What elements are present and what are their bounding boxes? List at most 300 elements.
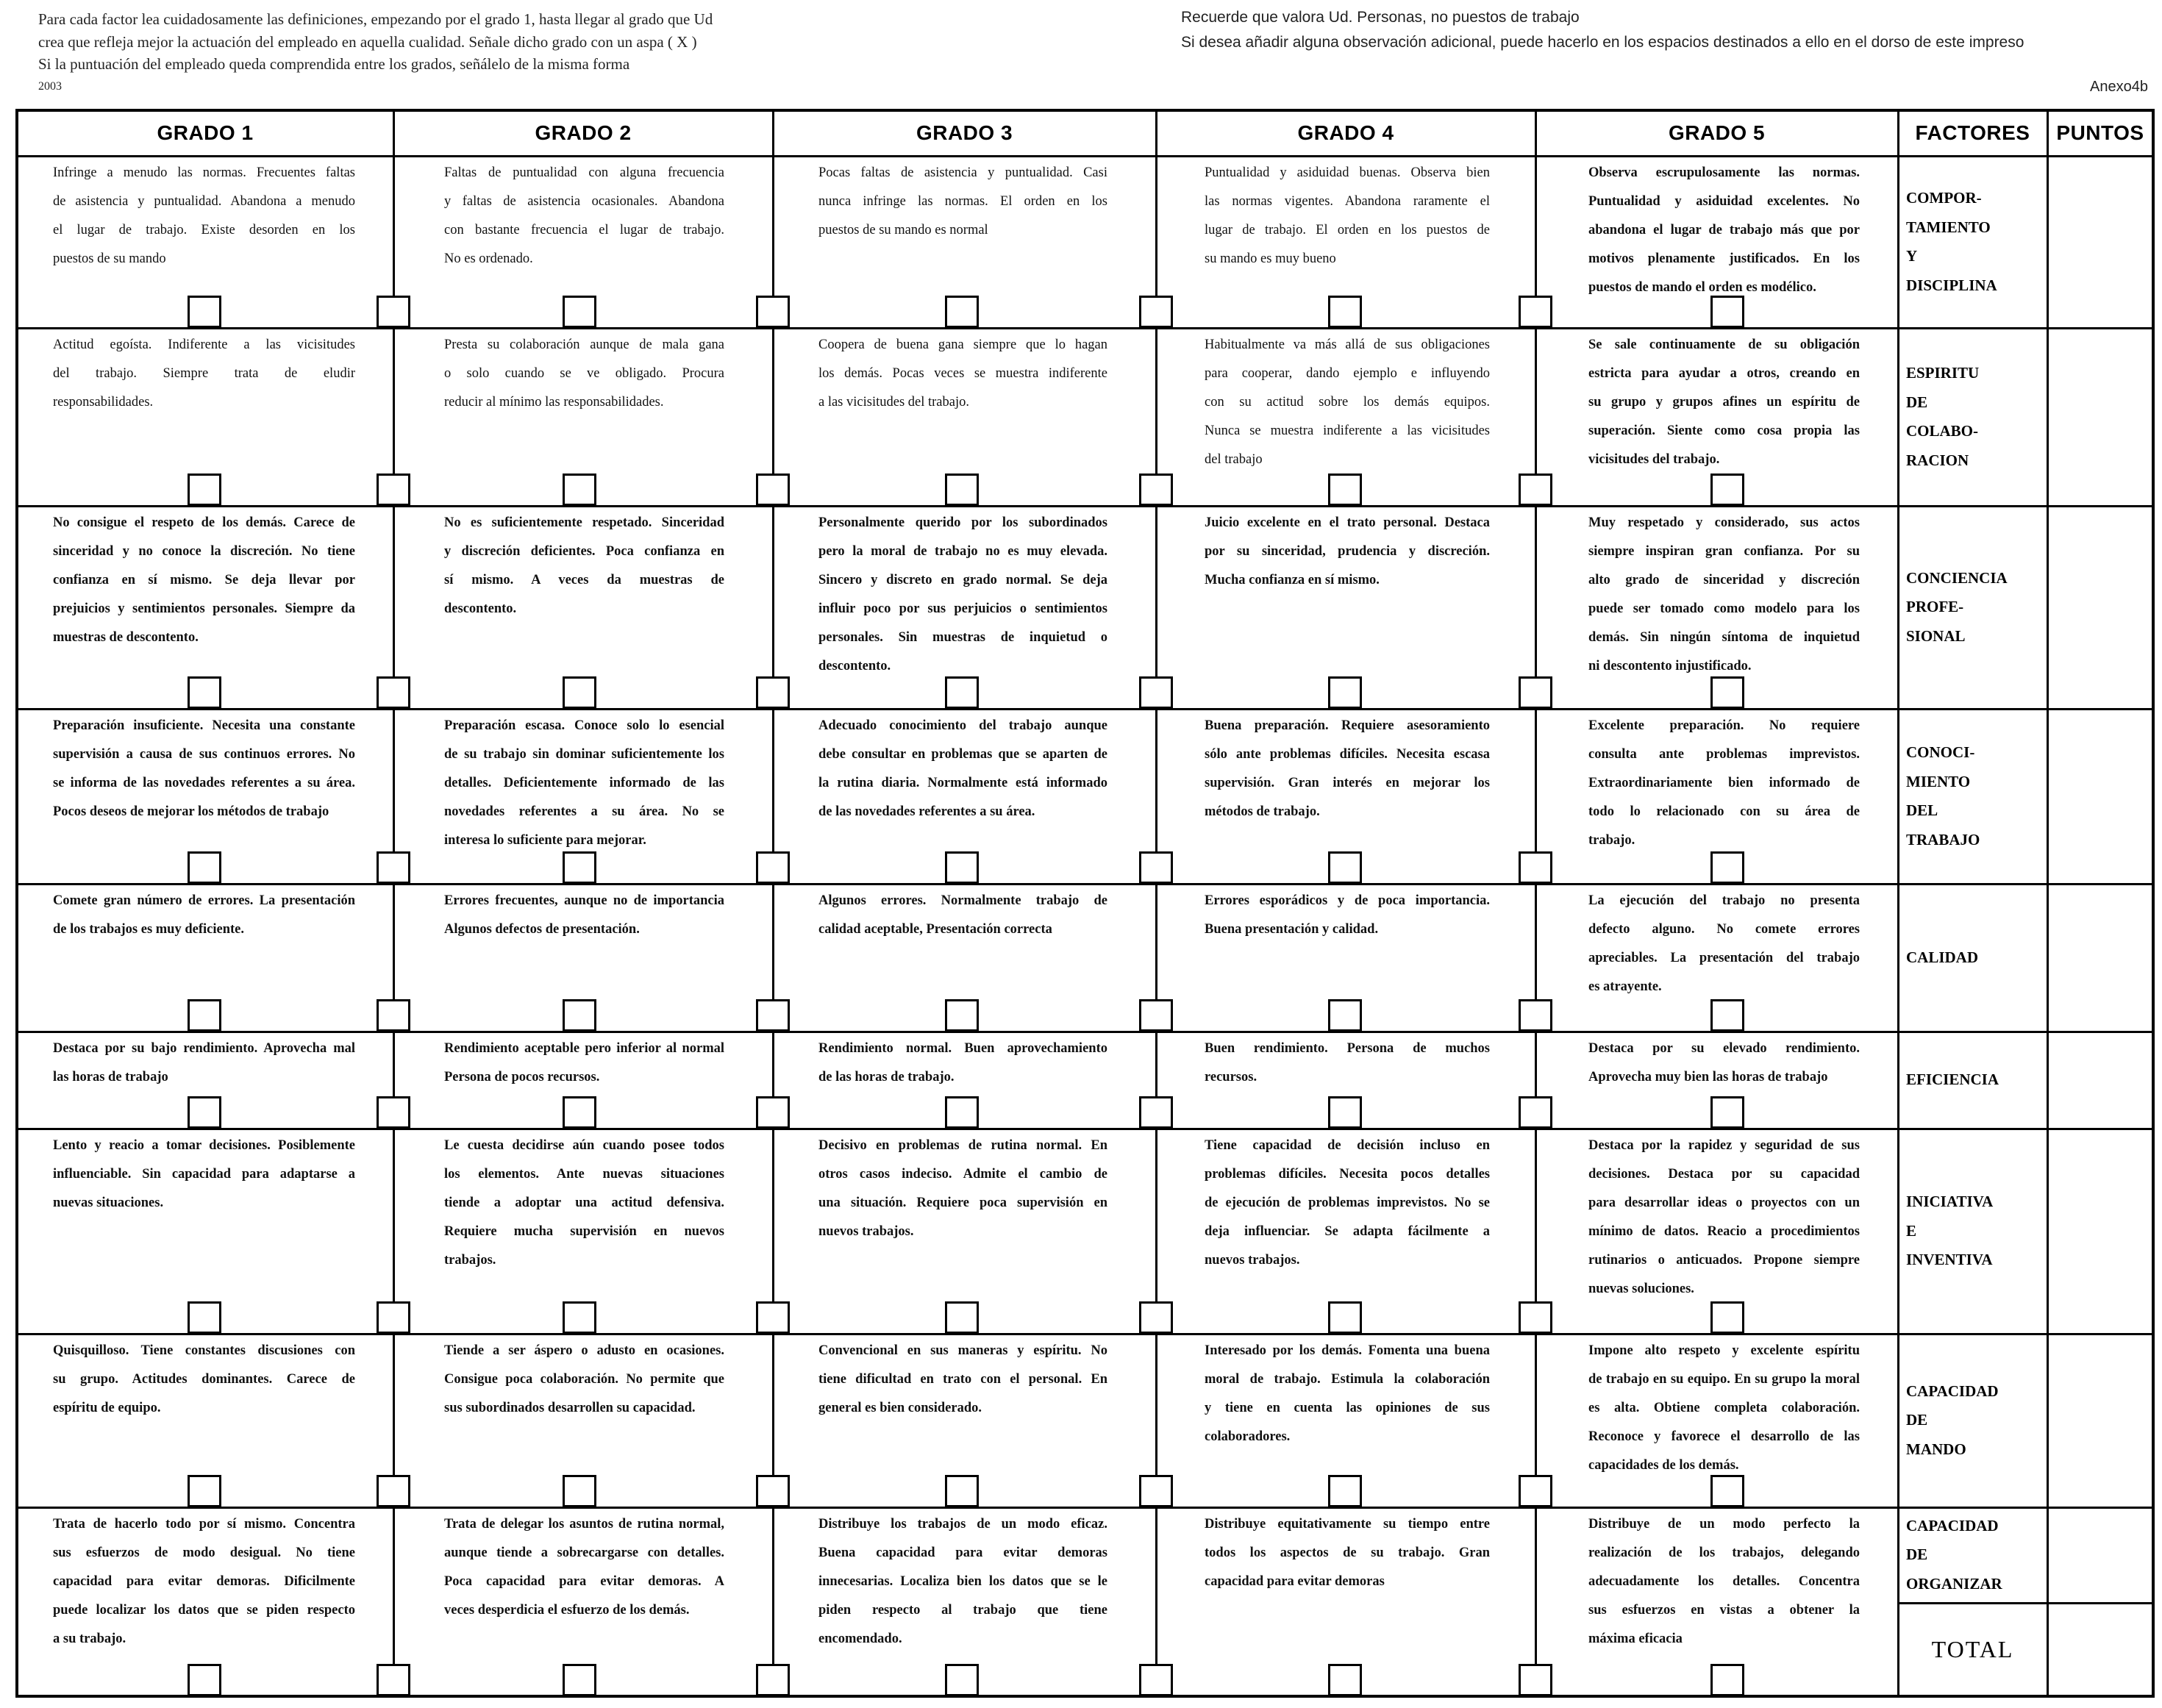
description-line: Actitud egoísta. Indiferente a las vicisitudes: [53, 337, 355, 352]
description-line: sí mismo. A veces da muestras de: [444, 573, 724, 587]
grade-4-5-checkbox[interactable]: [1519, 474, 1552, 506]
grade-4-checkbox[interactable]: [1328, 999, 1362, 1032]
description-line: tiende a adoptar una actitud defensiva.: [444, 1196, 724, 1210]
grade-2-3-checkbox[interactable]: [756, 1475, 790, 1507]
grade-2-description: [444, 331, 724, 417]
grade-5-description: [1588, 159, 1860, 302]
grade-4-checkbox[interactable]: [1328, 851, 1362, 884]
description-line: es alta. Obtiene completa colaboración.: [1588, 1401, 1860, 1415]
grade-4-checkbox[interactable]: [1328, 1475, 1362, 1507]
description-line: nuevas situaciones.: [53, 1196, 164, 1210]
grade-5-description: [1588, 509, 1860, 681]
description-line: No es suficientemente respetado. Sinceridad: [444, 515, 724, 530]
factor-label-line: COLABO-: [1906, 422, 1979, 440]
grade-1-checkbox[interactable]: [188, 851, 221, 884]
grade-2-3-checkbox[interactable]: [756, 1096, 790, 1129]
description-line: Tiene capacidad de decisión incluso en: [1205, 1138, 1490, 1153]
grade-2-checkbox[interactable]: [563, 676, 596, 709]
note-line: Si desea añadir alguna observación adicional, puede hacerlo en los espacios destinados a ello en el dorso de este impreso: [1181, 34, 2024, 51]
description-line: capacidades de los demás.: [1588, 1458, 1739, 1473]
grade-3-checkbox[interactable]: [945, 1096, 979, 1129]
description-line: trabajo.: [1588, 833, 1635, 848]
grade-3-4-checkbox[interactable]: [1139, 676, 1173, 709]
factor-label-line: CAPACIDAD: [1906, 1516, 1999, 1534]
description-line: Poca capacidad para evitar demoras. A: [444, 1574, 724, 1589]
factor-label-line: CAPACIDAD: [1906, 1382, 1999, 1400]
description-line: de trabajo en su equipo. En su grupo la moral: [1588, 1372, 1860, 1387]
grade-3-4-checkbox[interactable]: [1139, 1475, 1173, 1507]
grade-3-checkbox[interactable]: [945, 1475, 979, 1507]
grade-4-5-checkbox[interactable]: [1519, 851, 1552, 884]
factor-label-line: COMPOR-: [1906, 189, 1982, 207]
description-line: confianza en sí mismo. Se deja llevar por: [53, 573, 355, 587]
description-line: influenciable. Sin capacidad para adaptarse a: [53, 1167, 355, 1182]
description-line: para desarrollar ideas o proyectos con un: [1588, 1196, 1860, 1210]
grade-3-4-checkbox[interactable]: [1139, 1301, 1173, 1334]
description-line: y tiene en cuenta las opiniones de sus: [1205, 1401, 1490, 1415]
description-line: métodos de trabajo.: [1205, 804, 1320, 819]
points-cell[interactable]: [2047, 1129, 2153, 1334]
description-line: puestos de mando el orden es modélico.: [1588, 280, 1816, 295]
description-line: y faltas de asistencia ocasionales. Abandona: [444, 194, 724, 209]
factor-label: [1898, 1334, 2047, 1507]
grade-2-description: [444, 1337, 724, 1423]
grade-2-checkbox[interactable]: [563, 474, 596, 506]
factor-label-line: CONCIENCIA: [1906, 568, 2008, 587]
description-line: Muy respetado y considerado, sus actos: [1588, 515, 1860, 530]
row-divider: [17, 1031, 2153, 1033]
description-line: puestos de su mando es normal: [818, 223, 988, 237]
grade-5-description: [1588, 1337, 1860, 1480]
grade-4-checkbox[interactable]: [1328, 296, 1362, 328]
grade-3-4-checkbox[interactable]: [1139, 296, 1173, 328]
description-line: de las novedades referentes a su área.: [818, 804, 1035, 819]
description-line: Sincero y discreto en grado normal. Se deja: [818, 573, 1107, 587]
description-line: los elementos. Ante nuevas situaciones: [444, 1167, 724, 1182]
grade-2-3-checkbox[interactable]: [756, 296, 790, 328]
grade-2-3-checkbox[interactable]: [756, 851, 790, 884]
instruction-line: Para cada factor lea cuidadosamente las definiciones, empezando por el grado 1, hasta llegar al grado que Ud: [38, 10, 713, 28]
description-line: Lento y reacio a tomar decisiones. Posiblemente: [53, 1138, 355, 1153]
grade-2-checkbox[interactable]: [563, 851, 596, 884]
description-line: Trata de hacerlo todo por sí mismo. Concentra: [53, 1517, 355, 1532]
grade-1-2-checkbox[interactable]: [377, 1475, 410, 1507]
grade-3-4-checkbox[interactable]: [1139, 999, 1173, 1032]
grade-4-description: [1205, 509, 1490, 595]
grade-5-checkbox[interactable]: [1710, 1664, 1744, 1696]
description-line: Destaca por su bajo rendimiento. Aprovecha mal: [53, 1041, 355, 1056]
description-line: se informa de las novedades referentes a su área.: [53, 776, 355, 790]
grade-4-description: [1205, 1510, 1490, 1596]
description-line: personales. Sin muestras de inquietud o: [818, 630, 1107, 645]
factor-label: [1898, 1129, 2047, 1334]
factor-label-line: CALIDAD: [1906, 948, 1979, 966]
factor-label-line: SIONAL: [1906, 626, 1966, 645]
description-line: Errores esporádicos y de poca importancia.: [1205, 893, 1490, 908]
grade-1-2-checkbox[interactable]: [377, 1664, 410, 1696]
description-line: Quisquilloso. Tiene constantes discusiones con: [53, 1343, 355, 1358]
description-line: capacidad para evitar demoras. Dificilmente: [53, 1574, 355, 1589]
description-line: Extraordinariamente bien informado de: [1588, 776, 1860, 790]
grade-2-checkbox[interactable]: [563, 1664, 596, 1696]
grade-3-description: [818, 1035, 1107, 1092]
grade-3-description: [818, 159, 1107, 245]
description-line: superación. Siente como cosa propia las: [1588, 424, 1860, 438]
grade-3-4-checkbox[interactable]: [1139, 851, 1173, 884]
grade-4-5-checkbox[interactable]: [1519, 1096, 1552, 1129]
description-line: Destaca por su elevado rendimiento.: [1588, 1041, 1860, 1056]
factor-label-line: DE: [1906, 1411, 1928, 1429]
grade-2-description: [444, 1510, 724, 1625]
description-line: a su trabajo.: [53, 1632, 126, 1646]
description-line: con bastante frecuencia el lugar de trabajo.: [444, 223, 724, 237]
description-line: colaboradores.: [1205, 1429, 1291, 1444]
grade-3-description: [818, 1510, 1107, 1654]
grade-5-checkbox[interactable]: [1710, 296, 1744, 328]
description-line: Buena preparación. Requiere asesoramiento: [1205, 718, 1490, 733]
column-divider: [1155, 110, 1157, 1696]
year-label: 2003: [38, 79, 62, 93]
grade-4-checkbox[interactable]: [1328, 676, 1362, 709]
grade-5-checkbox[interactable]: [1710, 1096, 1744, 1129]
grade-1-2-checkbox[interactable]: [377, 474, 410, 506]
header-puntos: PUNTOS: [2056, 121, 2144, 144]
description-line: Puntualidad y asiduidad excelentes. No: [1588, 194, 1860, 209]
description-line: Preparación escasa. Conoce solo lo esencial: [444, 718, 724, 733]
grade-2-description: [444, 1132, 724, 1275]
factor-label: [1898, 156, 2047, 328]
grade-1-checkbox[interactable]: [188, 474, 221, 506]
grade-3-checkbox[interactable]: [945, 1664, 979, 1696]
grade-4-description: [1205, 159, 1490, 274]
grade-5-checkbox[interactable]: [1710, 999, 1744, 1032]
description-line: Algunos defectos de presentación.: [444, 922, 640, 937]
grade-1-checkbox[interactable]: [188, 676, 221, 709]
grade-3-4-checkbox[interactable]: [1139, 1664, 1173, 1696]
description-line: Aprovecha muy bien las horas de trabajo: [1588, 1070, 1828, 1085]
description-line: pero la moral de trabajo no es muy elevada.: [818, 544, 1107, 559]
grade-2-description: [444, 887, 724, 944]
grade-3-checkbox[interactable]: [945, 1301, 979, 1334]
points-cell[interactable]: [2047, 506, 2153, 709]
row-divider: [17, 708, 2153, 710]
grade-4-description: [1205, 1337, 1490, 1451]
description-line: Rendimiento normal. Buen aprovechamiento: [818, 1041, 1107, 1056]
grade-1-2-checkbox[interactable]: [377, 1096, 410, 1129]
description-line: es atrayente.: [1588, 979, 1662, 994]
description-line: Distribuye equitativamente su tiempo entre: [1205, 1517, 1490, 1532]
factor-label-line: E: [1906, 1221, 1917, 1240]
factor-label-line: DEL: [1906, 801, 1938, 819]
description-line: los demás. Pocas veces se muestra indiferente: [818, 366, 1107, 381]
factor-label-line: TAMIENTO: [1906, 218, 1991, 236]
grade-3-description: [818, 887, 1107, 944]
grade-5-checkbox[interactable]: [1710, 851, 1744, 884]
description-line: de ejecución de problemas imprevistos. No se: [1205, 1196, 1490, 1210]
row-divider: [17, 1128, 2153, 1130]
grade-4-description: [1205, 1035, 1490, 1092]
description-line: interesa lo suficiente para mejorar.: [444, 833, 646, 848]
grade-1-checkbox[interactable]: [188, 296, 221, 328]
factor-label-line: ESPIRITU: [1906, 364, 1980, 382]
header-grado-5: GRADO 5: [1668, 121, 1766, 144]
description-line: Observa escrupulosamente las normas.: [1588, 165, 1860, 180]
description-line: supervisión a causa de sus continuos errores. No: [53, 747, 355, 762]
grade-2-3-checkbox[interactable]: [756, 1664, 790, 1696]
description-line: reducir al mínimo las responsabilidades.: [444, 395, 664, 410]
annex-label: Anexo4b: [2090, 79, 2148, 95]
description-line: vicisitudes del trabajo.: [1588, 452, 1720, 467]
row-divider: [17, 1507, 2153, 1509]
grade-1-checkbox[interactable]: [188, 1301, 221, 1334]
description-line: ni descontento injustificado.: [1588, 659, 1752, 673]
description-line: Tiende a ser áspero o adusto en ocasiones.: [444, 1343, 724, 1358]
description-line: mínimo de datos. Reacio a procedimientos: [1588, 1224, 1860, 1239]
description-line: Decisivo en problemas de rutina normal. En: [818, 1138, 1107, 1153]
description-line: del trabajo. Siempre trata de eludir: [53, 366, 355, 381]
grade-1-description: [53, 331, 355, 417]
grade-4-checkbox[interactable]: [1328, 1664, 1362, 1696]
description-line: novedades referentes a su área. No se: [444, 804, 724, 819]
description-line: piden respecto al trabajo que tiene: [818, 1603, 1107, 1618]
description-line: Buen rendimiento. Persona de muchos: [1205, 1041, 1490, 1056]
description-line: y discreción deficientes. Poca confianza en: [444, 544, 724, 559]
description-line: Faltas de puntualidad con alguna frecuencia: [444, 165, 724, 180]
description-line: Infringe a menudo las normas. Frecuentes faltas: [53, 165, 355, 180]
description-line: Juicio excelente en el trato personal. Destaca: [1205, 515, 1490, 530]
grade-2-description: [444, 159, 724, 274]
description-line: rutinarios o anticuados. Propone siempre: [1588, 1253, 1860, 1268]
description-line: responsabilidades.: [53, 395, 154, 410]
factor-label-line: INVENTIVA: [1906, 1251, 1993, 1269]
grade-1-checkbox[interactable]: [188, 1475, 221, 1507]
grade-1-2-checkbox[interactable]: [377, 1301, 410, 1334]
factor-label-line: Y: [1906, 247, 1918, 265]
grade-4-description: [1205, 331, 1490, 474]
description-line: Presta su colaboración aunque de mala gana: [444, 337, 724, 352]
description-line: de su trabajo sin dominar suficientemente los: [444, 747, 724, 762]
description-line: Puntualidad y asiduidad buenas. Observa bien: [1205, 165, 1490, 180]
description-line: nuevas soluciones.: [1588, 1282, 1694, 1296]
description-line: por su sinceridad, prudencia y discreción.: [1205, 544, 1490, 559]
grade-5-checkbox[interactable]: [1710, 474, 1744, 506]
grade-1-2-checkbox[interactable]: [377, 296, 410, 328]
grade-3-checkbox[interactable]: [945, 676, 979, 709]
grade-1-description: [53, 1132, 355, 1218]
description-line: Nunca se muestra indiferente a las vicisitudes: [1205, 424, 1490, 438]
grade-4-5-checkbox[interactable]: [1519, 999, 1552, 1032]
grade-4-checkbox[interactable]: [1328, 1301, 1362, 1334]
description-line: Excelente preparación. No requiere: [1588, 718, 1860, 733]
description-line: Persona de pocos recursos.: [444, 1070, 600, 1085]
description-line: de asistencia y puntualidad. Abandona a menudo: [53, 194, 355, 209]
grade-2-checkbox[interactable]: [563, 999, 596, 1032]
grade-4-checkbox[interactable]: [1328, 474, 1362, 506]
column-divider: [393, 110, 395, 1696]
header-grado-4: GRADO 4: [1297, 121, 1394, 144]
grade-3-checkbox[interactable]: [945, 999, 979, 1032]
grade-5-checkbox[interactable]: [1710, 1301, 1744, 1334]
grade-4-description: [1205, 1132, 1490, 1275]
description-line: Trata de delegar los asuntos de rutina normal,: [444, 1517, 724, 1532]
description-line: Buena capacidad para evitar demoras: [818, 1546, 1107, 1560]
description-line: trabajos.: [444, 1253, 496, 1268]
row-divider: [17, 505, 2153, 507]
factor-label-line: DE: [1906, 393, 1928, 411]
description-line: Pocas faltas de asistencia y puntualidad. Casi: [818, 165, 1107, 180]
grade-4-5-checkbox[interactable]: [1519, 1664, 1552, 1696]
factor-label-line: ORGANIZAR: [1906, 1574, 2002, 1593]
grade-4-checkbox[interactable]: [1328, 1096, 1362, 1129]
description-line: con su actitud sobre los demás equipos.: [1205, 395, 1490, 410]
column-divider: [1535, 110, 1537, 1696]
grade-4-description: [1205, 887, 1490, 944]
description-line: encomendado.: [818, 1632, 902, 1646]
instruction-line: Si la puntuación del empleado queda comprendida entre los grados, señálelo de la misma forma: [38, 55, 630, 73]
grade-1-checkbox[interactable]: [188, 1664, 221, 1696]
grade-2-3-checkbox[interactable]: [756, 1301, 790, 1334]
grade-2-description: [444, 509, 724, 623]
description-line: puede localizar los datos que se piden respecto: [53, 1603, 355, 1618]
grade-1-description: [53, 159, 355, 274]
total-points-cell[interactable]: [2047, 1603, 2153, 1696]
description-line: Adecuado conocimiento del trabajo aunque: [818, 718, 1107, 733]
description-line: o solo cuando se ve obligado. Procura: [444, 366, 724, 381]
note-line: Recuerde que valora Ud. Personas, no puestos de trabajo: [1181, 9, 1580, 26]
grade-3-checkbox[interactable]: [945, 851, 979, 884]
description-line: Buena presentación y calidad.: [1205, 922, 1379, 937]
description-line: lugar de trabajo. El orden en los puestos de: [1205, 223, 1490, 237]
grade-1-checkbox[interactable]: [188, 999, 221, 1032]
grade-5-checkbox[interactable]: [1710, 1475, 1744, 1507]
description-line: estricta para ayudar a otros, creando en: [1588, 366, 1860, 381]
description-line: las normas vigentes. Abandona raramente el: [1205, 194, 1490, 209]
column-divider: [772, 110, 774, 1696]
description-line: capacidad para evitar demoras: [1205, 1574, 1385, 1589]
description-line: Distribuye los trabajos de un modo eficaz.: [818, 1517, 1107, 1532]
grade-1-description: [53, 1510, 355, 1654]
grade-1-checkbox[interactable]: [188, 1096, 221, 1129]
grade-2-3-checkbox[interactable]: [756, 676, 790, 709]
header-grado-1: GRADO 1: [157, 121, 254, 144]
description-line: Coopera de buena gana siempre que lo hagan: [818, 337, 1107, 352]
factor-label-line: DE: [1906, 1546, 1928, 1564]
description-line: la rutina diaria. Normalmente está informado: [818, 776, 1107, 790]
grade-2-description: [444, 1035, 724, 1092]
grade-5-description: [1588, 712, 1860, 855]
grade-2-checkbox[interactable]: [563, 1475, 596, 1507]
grade-4-description: [1205, 712, 1490, 826]
factor-label-line: MIENTO: [1906, 772, 1971, 790]
points-cell[interactable]: [2047, 328, 2153, 506]
description-line: puestos de su mando: [53, 251, 166, 266]
description-line: No es ordenado.: [444, 251, 533, 266]
description-line: una situación. Requiere poca supervisión en: [818, 1196, 1107, 1210]
description-line: adecuadamente los detalles. Concentra: [1588, 1574, 1860, 1589]
grade-3-4-checkbox[interactable]: [1139, 1096, 1173, 1129]
description-line: Impone alto respeto y excelente espíritu: [1588, 1343, 1860, 1358]
factor-label: [1898, 1507, 2047, 1603]
description-line: decisiones. Destaca por su capacidad: [1588, 1167, 1860, 1182]
description-line: las horas de trabajo: [53, 1070, 168, 1085]
description-line: Mucha confianza en sí mismo.: [1205, 573, 1380, 587]
points-cell[interactable]: [2047, 709, 2153, 884]
description-line: Habitualmente va más allá de sus obligaciones: [1205, 337, 1490, 352]
points-cell[interactable]: [2047, 156, 2153, 328]
description-line: su grupo y grupos afines un espíritu de: [1588, 395, 1860, 410]
description-line: calidad aceptable, Presentación correcta: [818, 922, 1052, 937]
points-cell[interactable]: [2047, 1507, 2153, 1603]
description-line: siempre inspiran gran confianza. Por su: [1588, 544, 1860, 559]
grade-3-checkbox[interactable]: [945, 474, 979, 506]
description-line: general es bien considerado.: [818, 1401, 982, 1415]
grade-2-3-checkbox[interactable]: [756, 474, 790, 506]
grade-3-description: [818, 509, 1107, 681]
description-line: el lugar de trabajo. Existe desorden en los: [53, 223, 355, 237]
grade-1-2-checkbox[interactable]: [377, 851, 410, 884]
grade-1-2-checkbox[interactable]: [377, 999, 410, 1032]
grade-3-4-checkbox[interactable]: [1139, 474, 1173, 506]
factor-label-line: PROFE-: [1906, 598, 1964, 616]
description-line: todo lo relacionado con su área de: [1588, 804, 1860, 819]
description-line: detalles. Deficientemente informado de las: [444, 776, 724, 790]
factor-label: [1898, 884, 2047, 1032]
grade-3-checkbox[interactable]: [945, 296, 979, 328]
grade-4-5-checkbox[interactable]: [1519, 1301, 1552, 1334]
points-cell[interactable]: [2047, 1334, 2153, 1507]
grade-2-3-checkbox[interactable]: [756, 999, 790, 1032]
grade-4-5-checkbox[interactable]: [1519, 676, 1552, 709]
description-line: innecesarias. Localiza bien los datos que se le: [818, 1574, 1107, 1589]
grade-2-checkbox[interactable]: [563, 1301, 596, 1334]
description-line: Rendimiento aceptable pero inferior al normal: [444, 1041, 724, 1056]
grade-4-5-checkbox[interactable]: [1519, 296, 1552, 328]
description-line: prejuicios y sentimientos personales. Siempre da: [53, 601, 355, 616]
factor-label-line: RACION: [1906, 451, 1969, 469]
description-line: Consigue poca colaboración. No permite que: [444, 1372, 724, 1387]
description-line: supervisión. Gran interés en mejorar los: [1205, 776, 1490, 790]
points-cell[interactable]: [2047, 1032, 2153, 1129]
factor-label-line: EFICIENCIA: [1906, 1071, 1999, 1089]
grade-5-checkbox[interactable]: [1710, 676, 1744, 709]
grade-2-description: [444, 712, 724, 855]
description-line: motivos plenamente justificados. En los: [1588, 251, 1860, 266]
description-line: abandona el lugar de trabajo más que por: [1588, 223, 1860, 237]
grade-4-5-checkbox[interactable]: [1519, 1475, 1552, 1507]
points-cell[interactable]: [2047, 884, 2153, 1032]
grade-5-description: [1588, 887, 1860, 1001]
description-line: nuevos trabajos.: [818, 1224, 914, 1239]
description-line: defecto alguno. No comete errores: [1588, 922, 1860, 937]
description-line: otros casos indeciso. Admite el cambio de: [818, 1167, 1107, 1182]
header-grado-3: GRADO 3: [916, 121, 1013, 144]
grade-5-description: [1588, 1510, 1860, 1654]
grade-2-checkbox[interactable]: [563, 296, 596, 328]
description-line: muestras de descontento.: [53, 630, 199, 645]
description-line: Interesado por los demás. Fomenta una buena: [1205, 1343, 1490, 1358]
grade-1-description: [53, 1035, 355, 1092]
description-line: problemas difíciles. Necesita pocos detalles: [1205, 1167, 1490, 1182]
description-line: sinceridad y no conoce la discreción. No tiene: [53, 544, 355, 559]
factor-label: [1898, 1032, 2047, 1129]
factor-label-line: CONOCI-: [1906, 743, 1975, 761]
grade-3-description: [818, 1337, 1107, 1423]
grade-2-checkbox[interactable]: [563, 1096, 596, 1129]
description-line: No consigue el respeto de los demás. Carece de: [53, 515, 355, 530]
description-line: nuevos trabajos.: [1205, 1253, 1300, 1268]
description-line: Destaca por la rapidez y seguridad de sus: [1588, 1138, 1860, 1153]
grade-1-2-checkbox[interactable]: [377, 676, 410, 709]
